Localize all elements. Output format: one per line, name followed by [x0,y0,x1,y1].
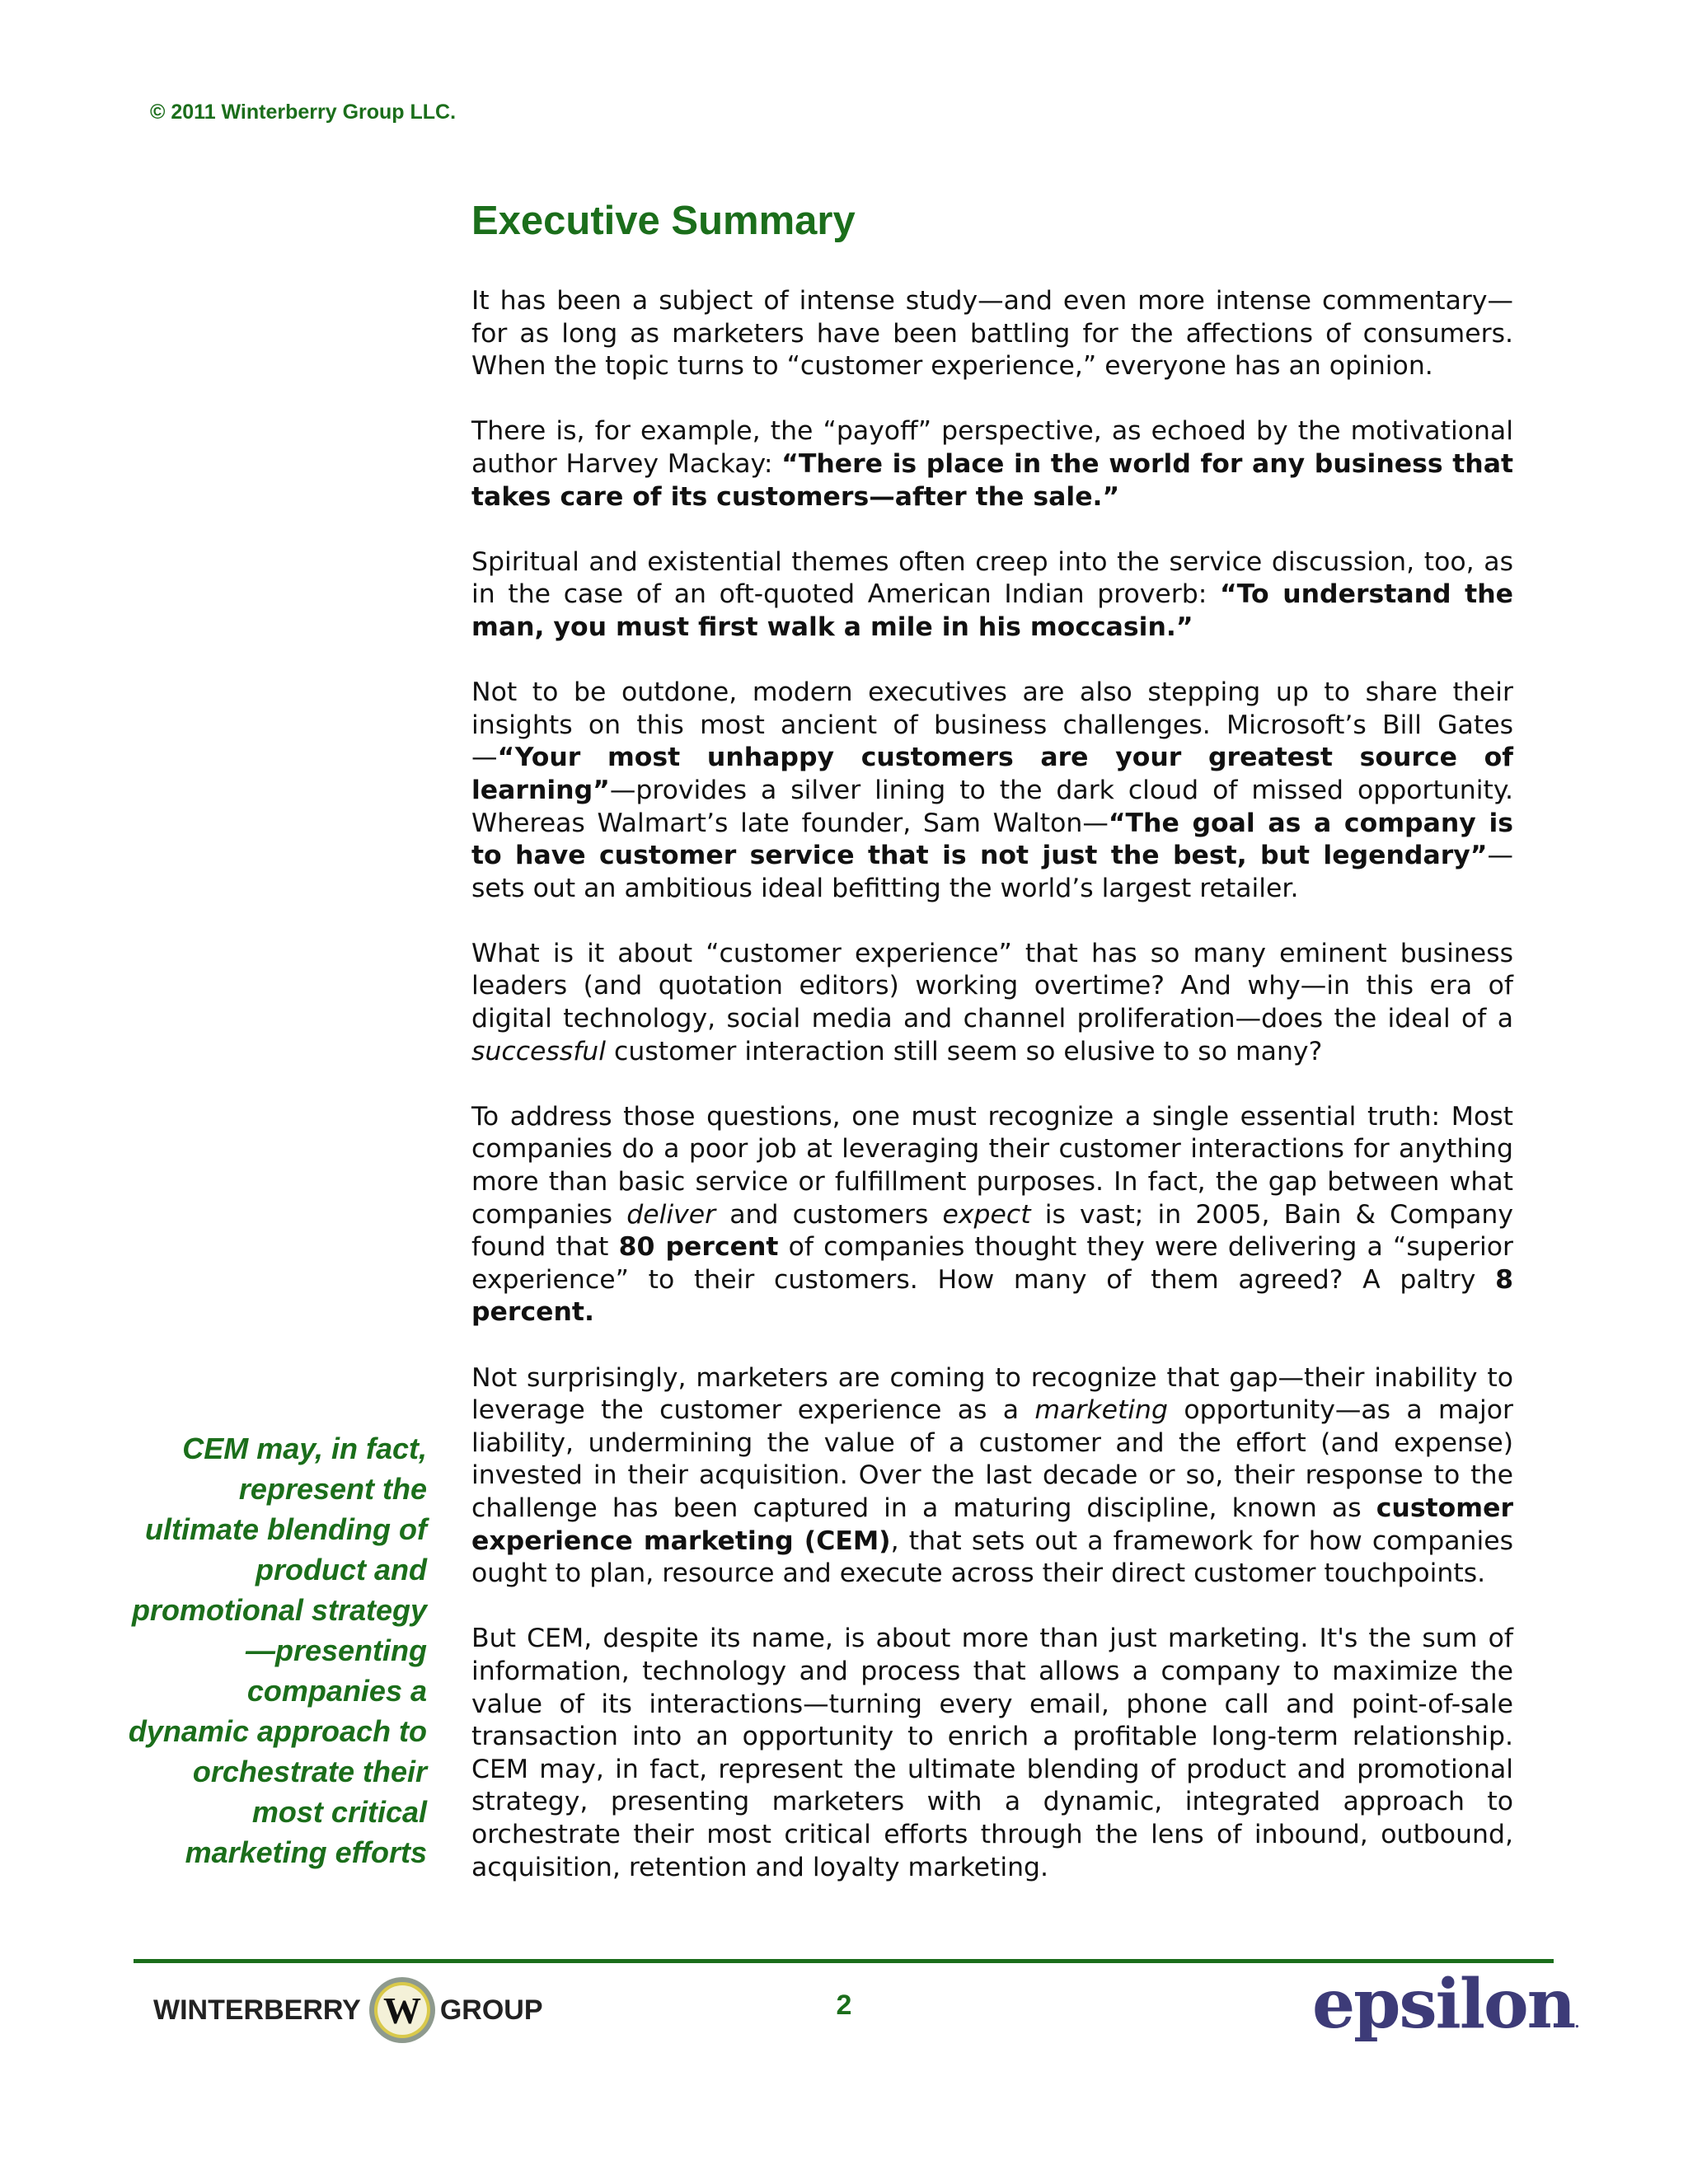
footer-divider [134,1959,1554,1963]
sidebar-pull-quote: CEM may, in fact, represent the ultimate blending of product and promotional strategy—presenting companies a dynamic approach to orchestrate their most critical marketing efforts [128,1432,427,1869]
text-run: , that sets out a framework for how companies ought to plan, resource and execute across their direct customer touchpoints. [471,1526,1514,1589]
text-run: —provides a silver lining to the dark cloud of missed opportunity. Whereas Walmart’s late founder, Sam Walton— [471,775,1513,838]
body-paragraph [471,938,1513,1068]
epsilon-mark: . [1574,2014,1580,2032]
body-paragraph [471,546,1513,644]
text-run: opportunity—as a major liability, undermining the value of a customer and the effort (and expense) invested in their acquisition. Over the last decade or so, their response to the challenge has been captured in a maturing discipline, known as [471,1395,1513,1523]
body-paragraph [471,1101,1513,1329]
bold-quote: “To understand the man, you must first walk a mile in his moccasin.” [471,579,1513,642]
text-run: Not to be outdone, modern executives are also stepping up to share their insights on this most ancient of business challenges. Microsoft’s Bill Gates— [471,677,1513,773]
body-paragraph [471,677,1513,905]
emphasis-text: deliver [626,1199,716,1230]
text-run: of companies thought they were delivering a “superior experience” to their customers. How many of them agreed? A paltry [471,1232,1513,1295]
logo-word-group: GROUP [439,1994,543,2026]
text-run: But CEM, despite its name, is about more than just marketing. It's the sum of information, technology and process that allows a company to maximize the value of its interactions—turning every email, phone call and point-of-sale transaction into an opportunity to enrich a profitable long-term relationship. CEM may, in fact, represent the ultimate blending of product and promotional strategy, presenting marketers with a dynamic, integrated approach to orchestrate their most critical efforts through the lens of inbound, outbound, acquisition, retention and loyalty marketing. [471,1624,1513,1882]
emphasis-text: successful [471,1036,607,1066]
text-run: —sets out an ambitious ideal befitting the world’s largest retailer. [471,841,1513,903]
bold-quote: “Your most unhappy customers are your greatest source of learning” [471,743,1513,805]
epsilon-logo [1312,1965,1580,2044]
text-run: To address those questions, one must recognize a single essential truth: Most companies do a poor job at leveraging their customer interactions for anything more than basic service or fulfillment purposes. In fact, the gap between what companies [471,1101,1513,1230]
text-run: It has been a subject of intense study—and even more intense commentary—for as long as marketers have been battling for the affections of consumers. When the topic turns to “customer experience,” everyone has an opinion. [471,286,1513,382]
emphasis-text: expect [942,1199,1031,1230]
emphasis-text: marketing [1034,1395,1169,1426]
copyright-notice: © 2011 Winterberry Group LLC. [150,101,457,124]
logo-word-winterberry: WINTERBERRY [153,1994,361,2026]
w-emblem-icon [368,1975,437,2045]
text-run: There is, for example, the “payoff” perspective, as echoed by the motivational author Harvey Mackay: [471,416,1513,479]
text-run: Not surprisingly, marketers are coming to recognize that gap—their inability to leverage the customer experience as a [471,1362,1513,1426]
bold-quote: 8 percent. [471,1264,1513,1328]
body-text [471,285,1513,1917]
text-run: Spiritual and existential themes often creep into the service discussion, too, as in the case of an oft-quoted American Indian proverb: [471,546,1513,610]
text-run: customer interaction still seem so elusive to so many? [606,1036,1323,1066]
page-number: 2 [836,1990,852,2021]
winterberry-group-logo [153,1975,543,2046]
text-run: What is it about “customer experience” that has so many eminent business leaders (and quotation editors) working overtime? And why—in this era of digital technology, social media and channel proliferation—does the ideal of a [471,938,1513,1034]
body-paragraph [471,1623,1513,1884]
page-title: Executive Summary [471,199,856,243]
body-paragraph [471,415,1513,513]
bold-quote: “The goal as a company is to have customer service that is not just the best, but legendary” [471,808,1513,871]
body-paragraph [471,285,1513,383]
text-run: and customers [715,1199,943,1230]
bold-quote: customer experience marketing (CEM) [471,1493,1513,1556]
body-paragraph [471,1362,1513,1591]
epsilon-wordmark: epsilon [1312,1965,1575,2044]
text-run: is vast; in 2005, Bain & Company found that [471,1199,1514,1263]
bold-quote: 80 percent [618,1232,779,1263]
w-emblem-letter: W [382,1990,421,2032]
bold-quote: “There is place in the world for any business that takes care of its customers—after the sale.” [471,448,1514,512]
